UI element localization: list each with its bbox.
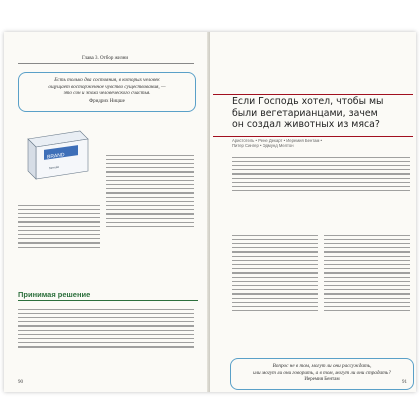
chapter-title-line: были вегетарианцами, зачем — [232, 107, 378, 119]
running-head: Глава 3. Отбор жизни — [82, 56, 129, 61]
page-number-right: 91 — [402, 380, 407, 385]
chapter-title — [232, 96, 412, 131]
section-heading: Принимая решение — [18, 290, 91, 299]
chapter-title-bottom-rule — [213, 136, 413, 137]
book-spread — [4, 32, 416, 392]
epigraph-author: Фридрих Ницше — [89, 98, 125, 104]
body-text-col2 — [324, 232, 410, 314]
body-text-col1 — [232, 232, 318, 314]
chapter-title-top-rule — [213, 94, 413, 95]
intro-body-text — [232, 154, 410, 194]
bentham-quote-box — [230, 358, 414, 390]
left-page — [4, 32, 209, 392]
epigraph-line: Есть только два состояния, в которых человек — [54, 77, 160, 83]
product-sublabel: formula — [49, 164, 59, 171]
body-text-left-col — [18, 202, 100, 251]
epigraph-line: ощущает восторженное чувство существования, — — [48, 83, 166, 90]
page-number-left: 90 — [18, 380, 23, 385]
chapter-authors — [232, 138, 412, 149]
header-rule — [18, 63, 194, 64]
body-text-right-col — [106, 152, 194, 230]
epigraph-line: это сон и эпоха человеческого счастья. — [63, 90, 151, 97]
bentham-quote-author: Иеремия Бентам — [304, 377, 340, 383]
section-body-text — [18, 306, 194, 351]
authors-line: Аристотель • Рене Декарт • Иеремия Бентам • — [232, 138, 322, 143]
epigraph-quote-box — [18, 72, 196, 112]
chapter-title-line: он создал животных из мяса? — [232, 119, 380, 131]
authors-line: Питер Сингер • Эдмунд Мелтон — [232, 143, 294, 149]
section-heading-rule — [18, 300, 198, 301]
right-page — [210, 32, 416, 392]
chapter-title-line: Если Господь хотел, чтобы мы — [232, 96, 384, 107]
bentham-quote-line: Вопрос не в том, могут ли они рассуждать, — [272, 363, 372, 369]
product-label: BRAND — [47, 152, 65, 161]
product-box-illustration — [22, 125, 94, 181]
bentham-quote-line: или могут ли они говорить, а в том, могут ли они страдать? — [253, 369, 391, 376]
